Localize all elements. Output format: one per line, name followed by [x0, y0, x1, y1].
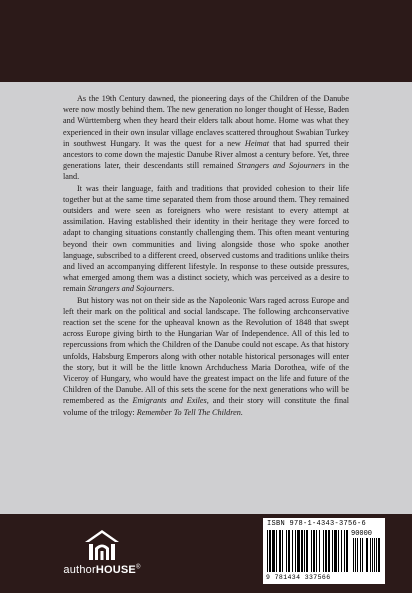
barcode-bars [267, 530, 381, 574]
barcode-bar [332, 530, 333, 572]
barcode-bar [276, 530, 277, 572]
barcode-bar [334, 530, 337, 572]
isbn-number: ISBN 978-1-4343-3756-6 [267, 520, 367, 528]
barcode-bar [288, 530, 290, 572]
barcode-bar [301, 530, 303, 572]
barcode-bar [328, 530, 330, 572]
barcode-bar [325, 530, 327, 572]
top-dark-band [0, 0, 412, 82]
publisher-name: authorHOUSE® [63, 564, 141, 576]
barcode-bar [313, 530, 315, 572]
barcode-bar [297, 530, 300, 572]
barcode-bar [338, 530, 339, 572]
barcode-bar [344, 530, 345, 572]
price-bar [370, 538, 371, 572]
price-bar [357, 538, 358, 572]
back-cover-description [63, 93, 349, 418]
price-bar [355, 538, 356, 572]
price-bar [376, 538, 377, 572]
barcode-bar [286, 530, 287, 572]
price-bar [362, 538, 363, 572]
price-bar [372, 538, 373, 572]
barcode-bar [279, 530, 281, 572]
barcode-bar [341, 530, 342, 572]
isbn-barcode [263, 518, 385, 584]
paragraph-3: But history was not on their side as the Napoleonic Wars raged across Europe and left their mark on the political and social landscape. The following archconservative reaction set the scene for the upheaval known as the Revolution of 1848 that swept across Europe giving birth to the Hungarian War of Independence. All of this led to repercussions from which the Children of the Danube could not escape. As that history unfolds, Habsburg Emperors along with other notable historical personages will enter the story, but it will be the little known Archduchess Maria Dorothea, wife of the Viceroy of Hungary, who would have the greatest impact on the life and future of the Children of the Danube. All of this sets the scene for the next generations who will be remembered as the Emigrants and Exiles, and their story will constitute the final volume of the trilogy: Remember To Tell The Children. [63, 295, 350, 417]
barcode-bar [319, 530, 320, 572]
paragraph-2: It was their language, faith and traditions that provided cohesion to their life together but at the same time separated them from those around them. They remained outsiders and were seen as foreigners who were resistant to every attempt at assimilation. Having established their identity in their heritage they were forced to adapt to changing situations constantly challenging them. This often meant venturing beyond their own communities and living alongside those who spoke another language, subscribed to a different creed, observed customs and traditions unlike theirs and lived an accompanying different lifestyle. In response to these outside pressures, what emerged among them was a distinct society, which was perceived as a desire to remain Strangers and Sojourners. [63, 183, 349, 294]
barcode-bar [282, 530, 283, 572]
barcode-bar [304, 530, 305, 572]
barcode-bar [295, 530, 296, 572]
barcode-bar [316, 530, 317, 572]
barcode-bar [323, 530, 324, 572]
barcode-bar [311, 530, 312, 572]
price-bar [360, 538, 361, 572]
price-bar [378, 538, 380, 572]
barcode-digits: 9 781434 337566 [266, 574, 331, 581]
price-code: 90000 [351, 530, 373, 538]
barcode-bar [346, 530, 348, 572]
barcode-bar [267, 530, 268, 572]
price-bar [374, 538, 375, 572]
barcode-bar [272, 530, 275, 572]
price-bar [353, 538, 354, 572]
barcode-bar [306, 530, 308, 572]
publisher-house-icon [82, 528, 122, 562]
price-bar [366, 538, 368, 572]
paragraph-1: As the 19th Century dawned, the pioneering days of the Children of the Danube were now mostly behind them. The new generation no longer thought of Hesse, Baden and Württemberg when they heard their elders talk about home. Home was what they experienced in their own insular village enclaves scattered throughout Swabian Turkey in southwest Hungary. It was the quest for a new Heimat that had spurred their ancestors to come down the majestic Danube River almost a century before. Yet, three generations later, their descendants still remained Strangers and Sojourners in the land. [63, 94, 350, 182]
publisher-logo [62, 528, 142, 584]
barcode-bar [292, 530, 293, 572]
barcode-bar [269, 530, 271, 572]
